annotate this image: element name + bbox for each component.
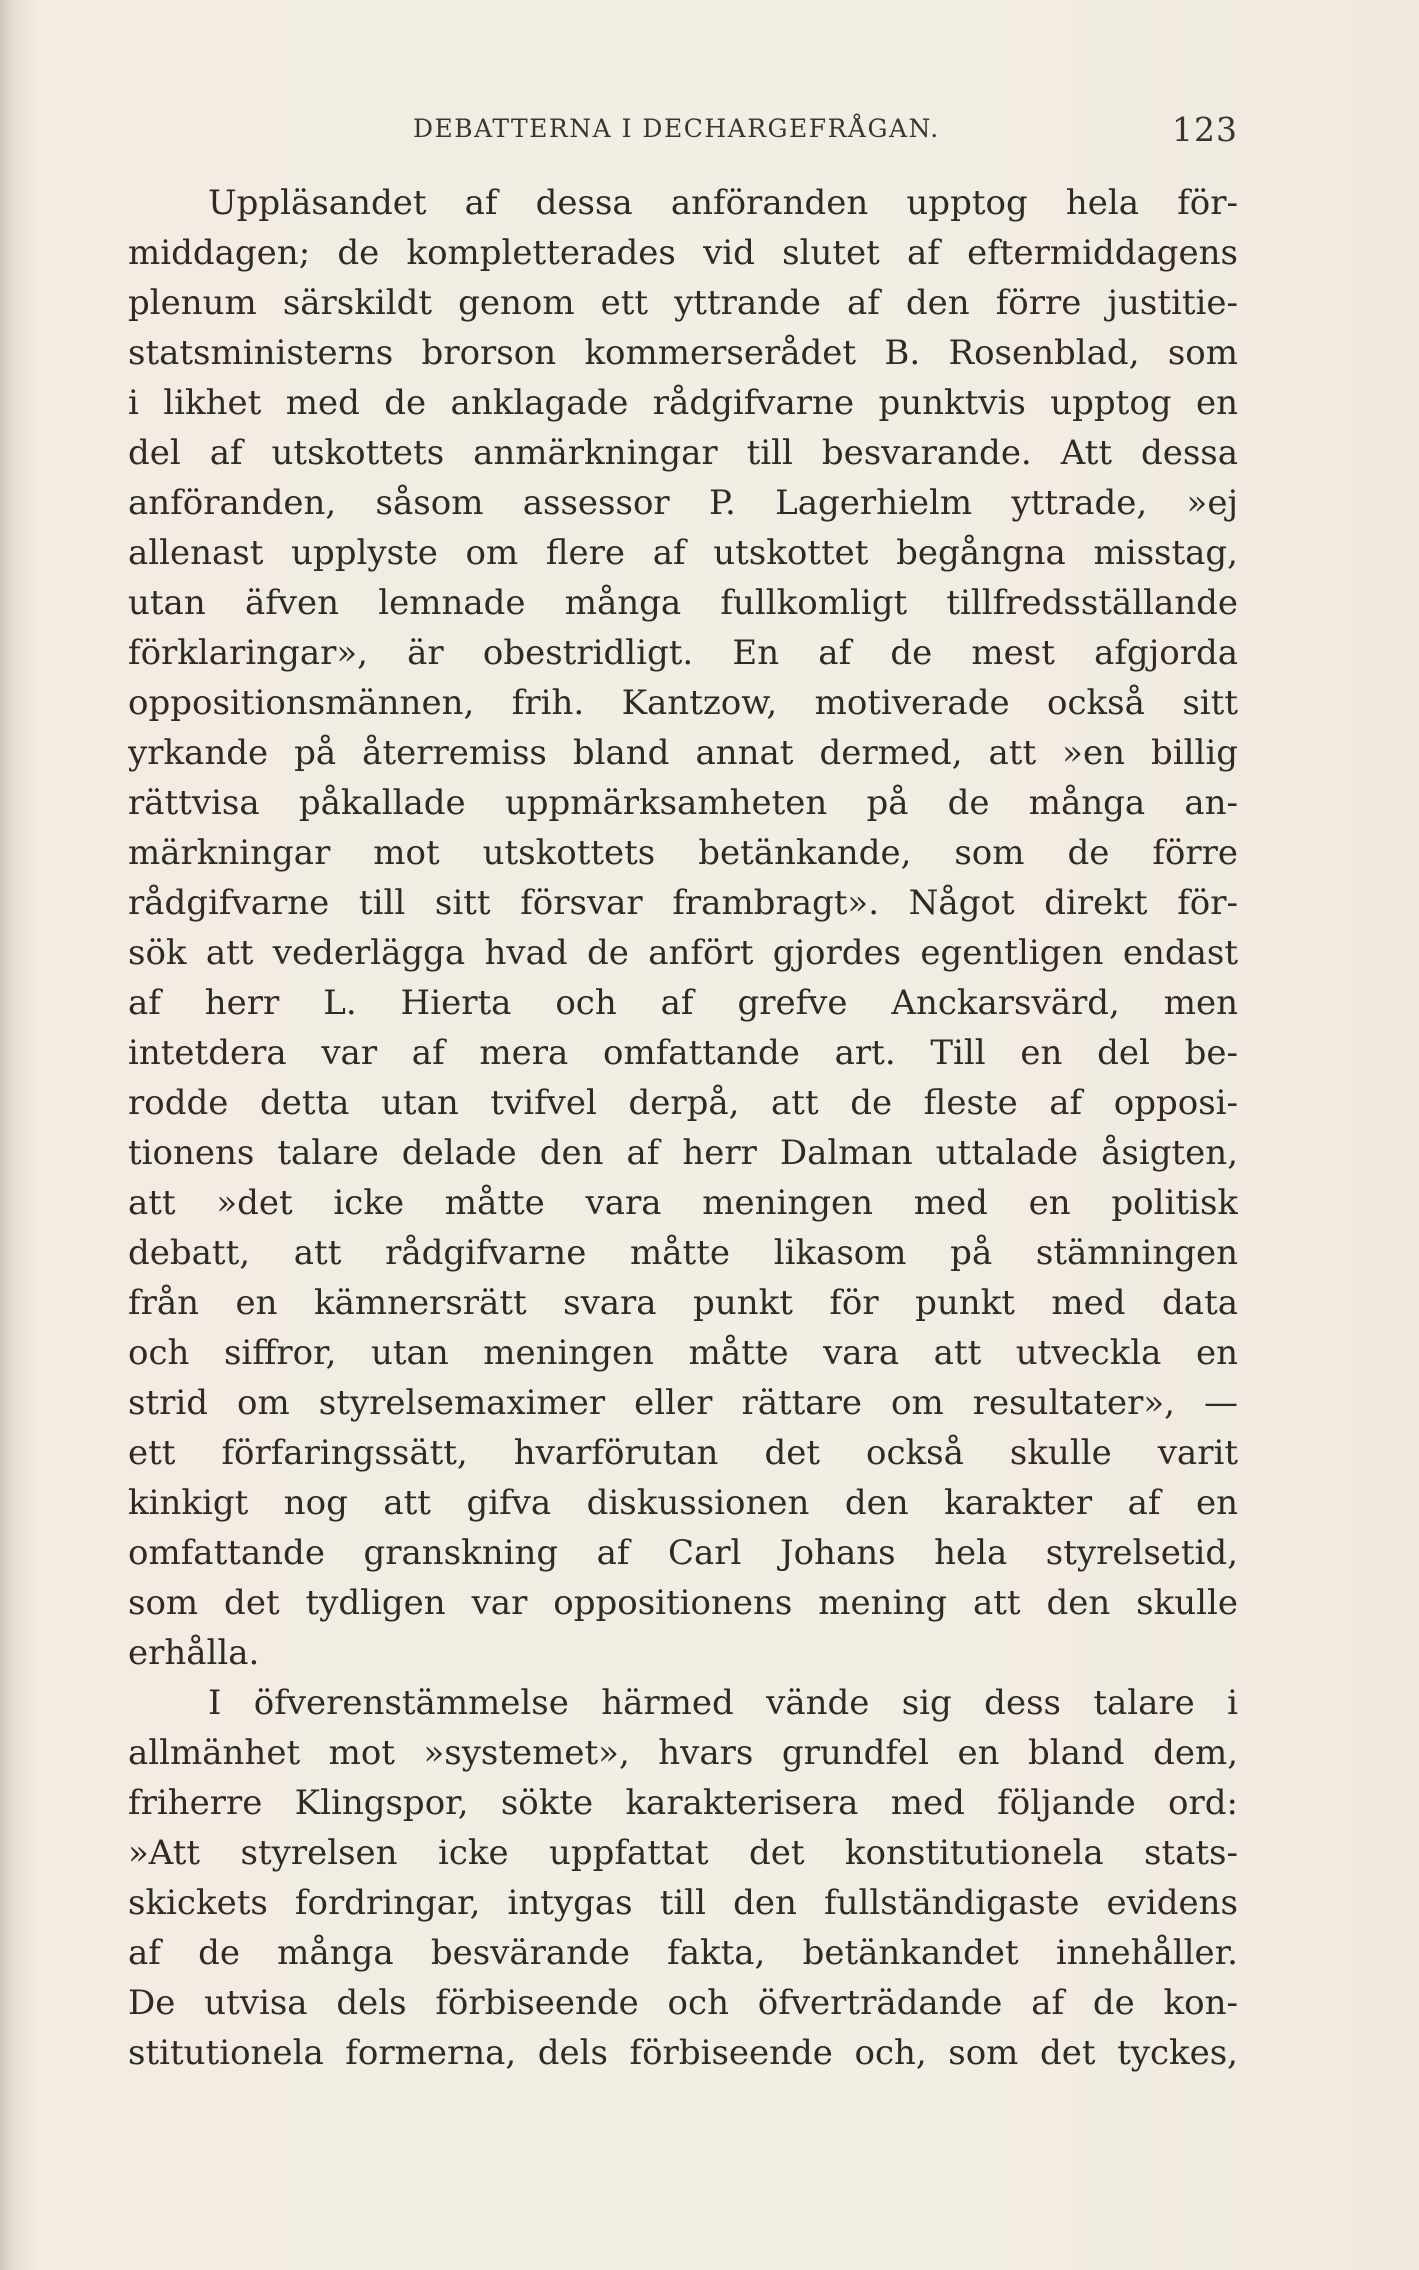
- text-line: anföranden, såsom assessor P. Lagerhielm yttrade, »ej: [128, 483, 1238, 523]
- page-header: [128, 108, 1238, 158]
- text-line: stitutionela formerna, dels förbiseende och, som det tyckes,: [128, 2033, 1238, 2073]
- text-line: allmänhet mot »systemet», hvars grundfel en bland dem,: [128, 1733, 1238, 1773]
- text-line: rodde detta utan tvifvel derpå, att de fleste af opposi-: [128, 1083, 1238, 1123]
- text-line: förklaringar», är obestridligt. En af de mest afgjorda: [128, 633, 1238, 673]
- text-line: strid om styrelsemaximer eller rättare om resultater», —: [128, 1383, 1238, 1423]
- text-line: intetdera var af mera omfattande art. Till en del be-: [128, 1033, 1238, 1073]
- text-line: plenum särskildt genom ett yttrande af den förre justitie-: [128, 283, 1238, 323]
- text-line: yrkande på återremiss bland annat dermed, att »en billig: [128, 733, 1238, 773]
- text-line: från en kämnersrätt svara punkt för punkt med data: [128, 1283, 1238, 1323]
- text-line: De utvisa dels förbiseende och öfverträdande af de kon-: [128, 1983, 1238, 2023]
- text-line: märkningar mot utskottets betänkande, som de förre: [128, 833, 1238, 873]
- text-line: I öfverenstämmelse härmed vände sig dess talare i: [208, 1683, 1238, 1723]
- text-line: och siffror, utan meningen måtte vara att utveckla en: [128, 1333, 1238, 1373]
- text-line: rådgifvarne till sitt försvar frambragt». Något direkt för-: [128, 883, 1238, 923]
- text-line: »Att styrelsen icke uppfattat det konstitutionela stats-: [128, 1833, 1238, 1873]
- text-line: rättvisa påkallade uppmärksamheten på de många an-: [128, 783, 1238, 823]
- text-line: middagen; de kompletterades vid slutet af eftermiddagens: [128, 233, 1238, 273]
- text-line: oppositionsmännen, frih. Kantzow, motiverade också sitt: [128, 683, 1238, 723]
- text-line: utan äfven lemnade många fullkomligt tillfredsställande: [128, 583, 1238, 623]
- text-line: Uppläsandet af dessa anföranden upptog hela för-: [208, 183, 1238, 223]
- text-line: statsministerns brorson kommerserådet B. Rosenblad, som: [128, 333, 1238, 373]
- text-line: debatt, att rådgifvarne måtte likasom på stämningen: [128, 1233, 1238, 1273]
- text-line: i likhet med de anklagade rådgifvarne punktvis upptog en: [128, 383, 1238, 423]
- text-line: skickets fordringar, intygas till den fullständigaste evidens: [128, 1883, 1238, 1923]
- text-line: omfattande granskning af Carl Johans hela styrelsetid,: [128, 1533, 1238, 1573]
- text-line: kinkigt nog att gifva diskussionen den karakter af en: [128, 1483, 1238, 1523]
- text-line: sök att vederlägga hvad de anfört gjordes egentligen endast: [128, 933, 1238, 973]
- page-number: 123: [1172, 110, 1238, 149]
- text-line: af herr L. Hierta och af grefve Anckarsvärd, men: [128, 983, 1238, 1023]
- text-line: att »det icke måtte vara meningen med en politisk: [128, 1183, 1238, 1223]
- running-title: DEBATTERNA I DECHARGEFRÅGAN.: [413, 114, 940, 143]
- text-line: erhålla.: [128, 1633, 260, 1673]
- text-line: som det tydligen var oppositionens mening att den skulle: [128, 1583, 1238, 1623]
- body-text: [128, 178, 1238, 2078]
- text-line: tionens talare delade den af herr Dalman uttalade åsigten,: [128, 1133, 1238, 1173]
- text-line: allenast upplyste om flere af utskottet begångna misstag,: [128, 533, 1238, 573]
- text-line: ett förfaringssätt, hvarförutan det också skulle varit: [128, 1433, 1238, 1473]
- text-line: del af utskottets anmärkningar till besvarande. Att dessa: [128, 433, 1238, 473]
- text-line: friherre Klingspor, sökte karakterisera med följande ord:: [128, 1783, 1238, 1823]
- text-line: af de många besvärande fakta, betänkandet innehåller.: [128, 1933, 1238, 1973]
